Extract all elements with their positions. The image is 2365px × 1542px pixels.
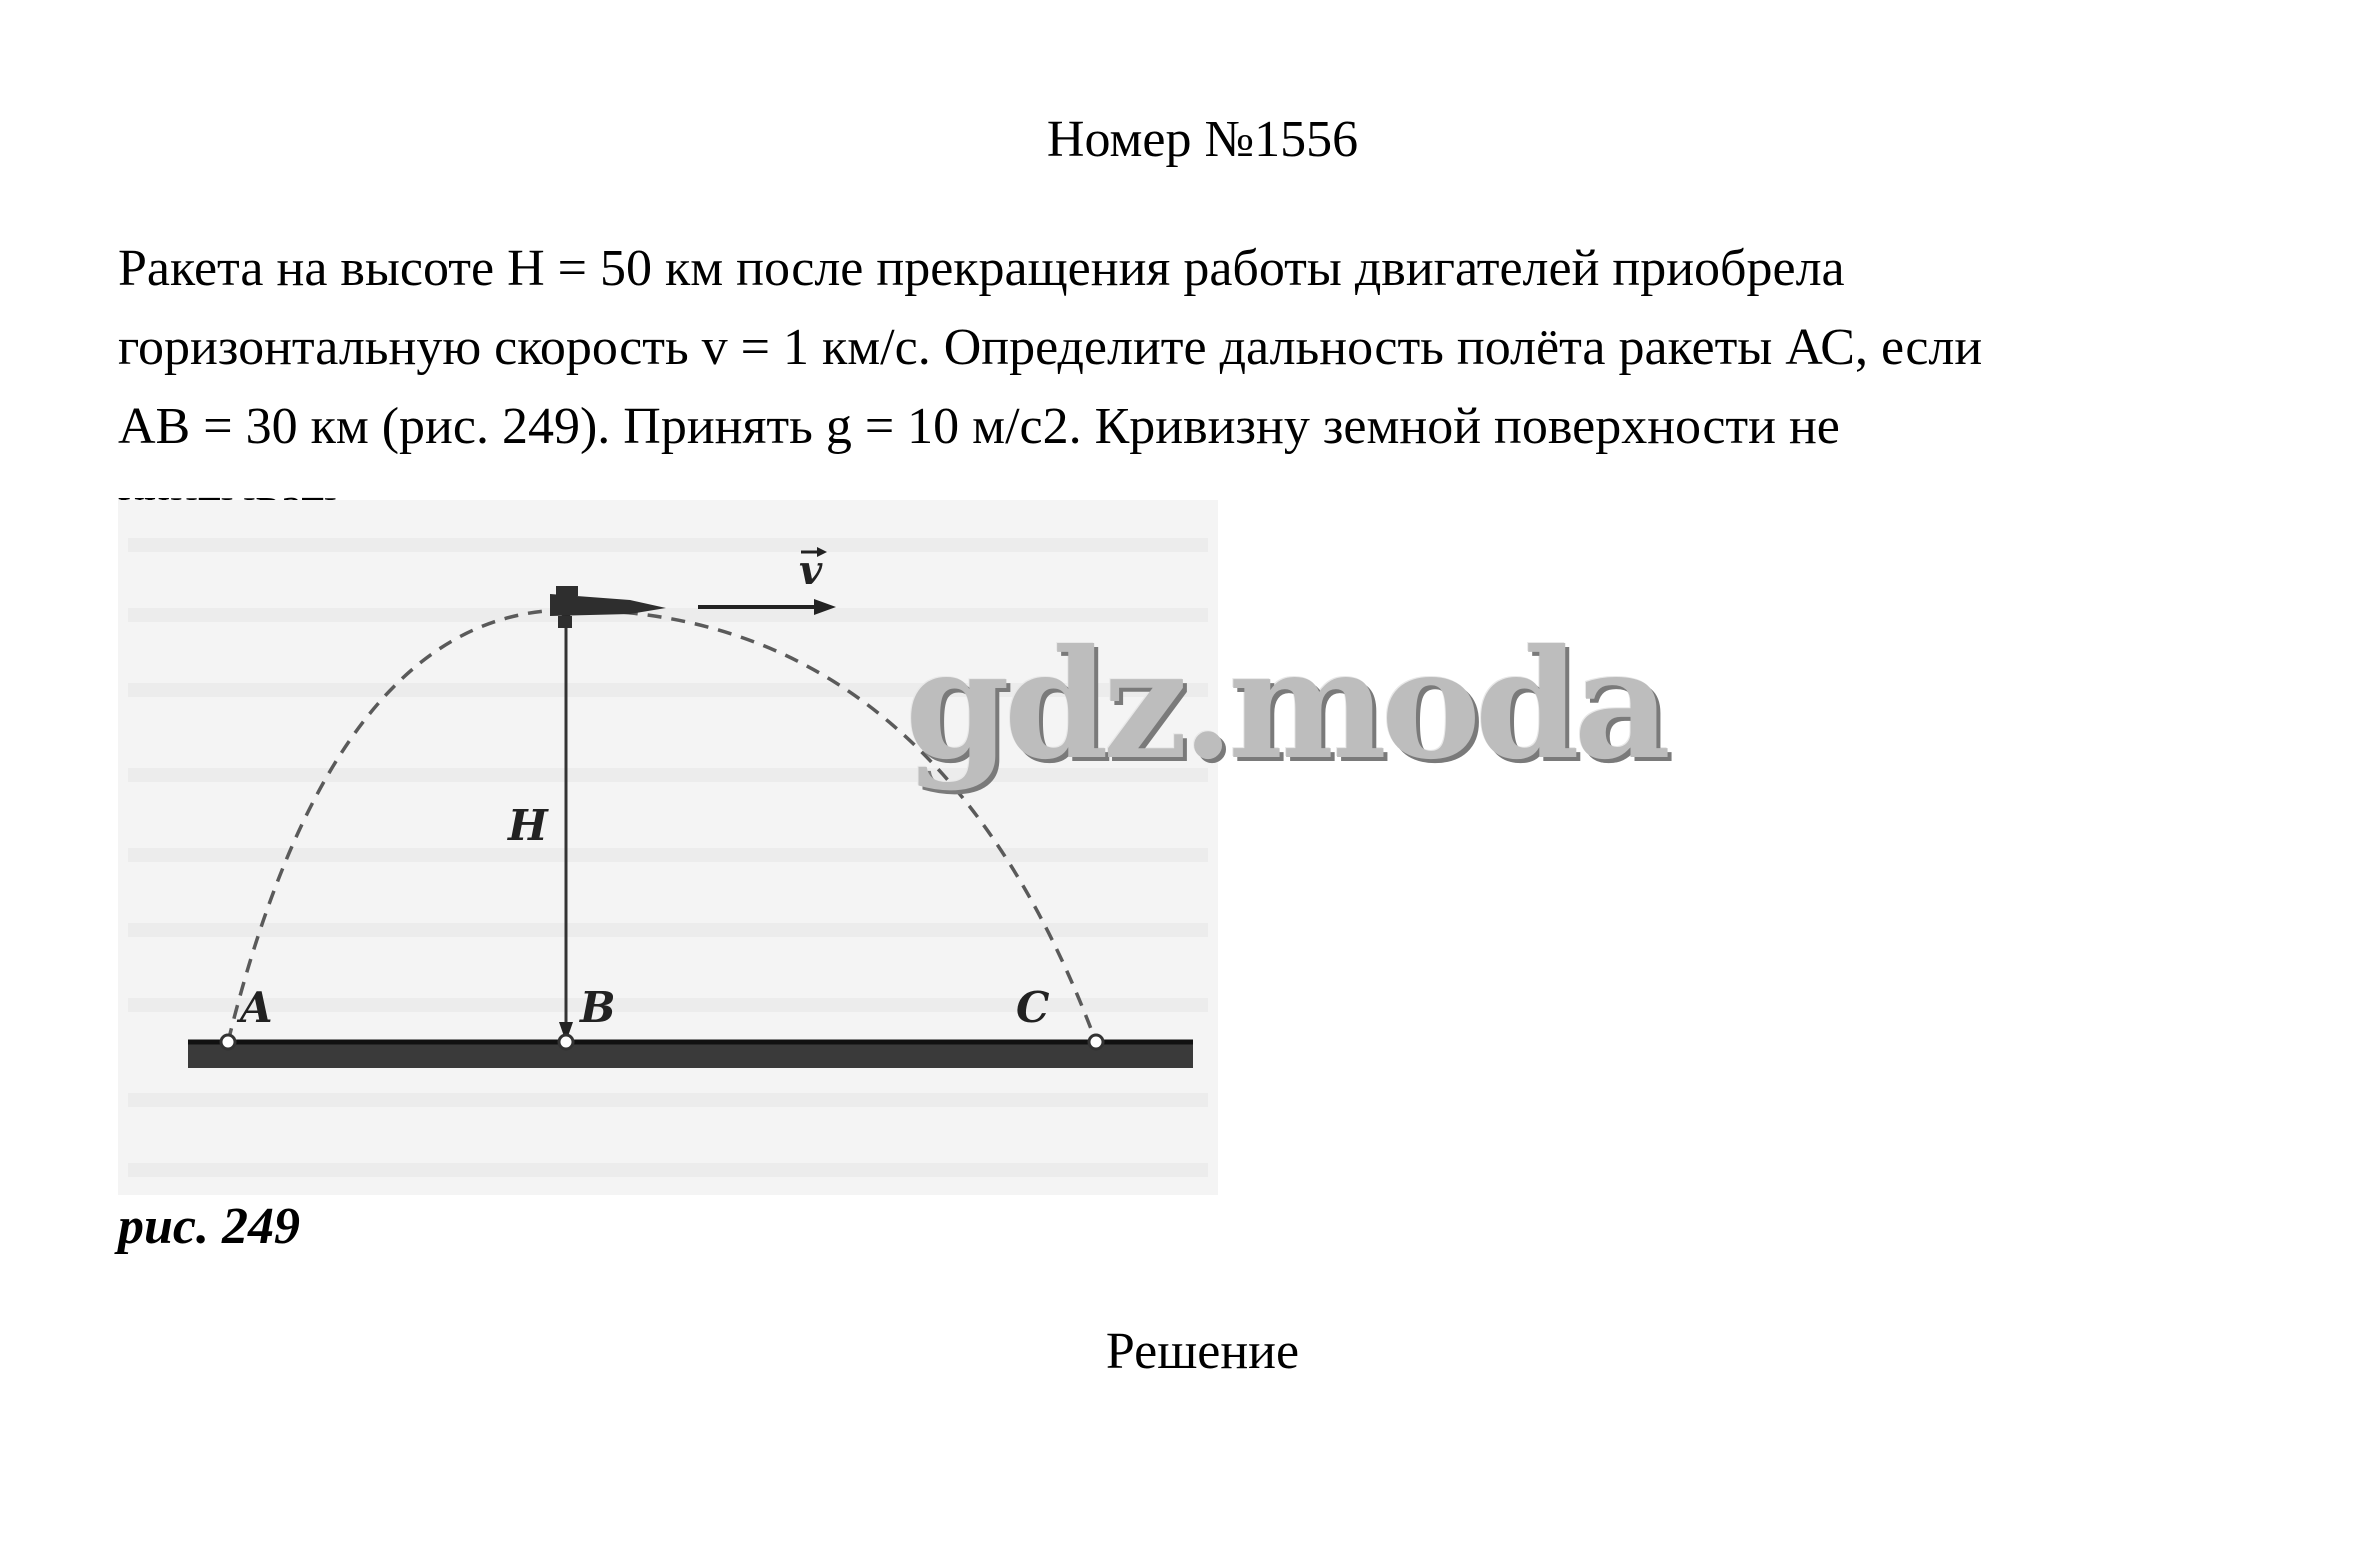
point-c-marker bbox=[1089, 1035, 1103, 1049]
trajectory-diagram bbox=[118, 500, 1218, 1195]
point-b-label: B bbox=[580, 983, 616, 1032]
height-label: H bbox=[508, 801, 548, 850]
page-title: Номер №1556 bbox=[1046, 111, 1359, 168]
velocity-label: v bbox=[799, 547, 823, 594]
point-a-label: A bbox=[240, 983, 273, 1032]
solution-heading: Решение bbox=[1105, 1323, 1300, 1380]
figure-caption: рис. 249 bbox=[118, 1198, 300, 1255]
ground-surface bbox=[188, 1042, 1193, 1068]
point-c-label: C bbox=[1016, 983, 1050, 1032]
problem-line-3: АВ = 30 км (рис. 249). Принять g = 10 м/с2. Кривизну земной поверхности не bbox=[118, 398, 1840, 455]
figure-background bbox=[118, 500, 1218, 1195]
point-b-marker bbox=[559, 1035, 573, 1049]
problem-line-2: горизонтальную скорость v = 1 км/с. Определите дальность полёта ракеты АС, если bbox=[118, 319, 1983, 376]
point-a-marker bbox=[221, 1035, 235, 1049]
problem-text bbox=[118, 229, 2318, 545]
rocket-trajectory-figure bbox=[118, 500, 1218, 1195]
problem-line-1: Ракета на высоте H = 50 км после прекращения работы двигателей приобрела bbox=[118, 240, 1845, 297]
watermark-logo: gdz.moda bbox=[905, 617, 1666, 793]
